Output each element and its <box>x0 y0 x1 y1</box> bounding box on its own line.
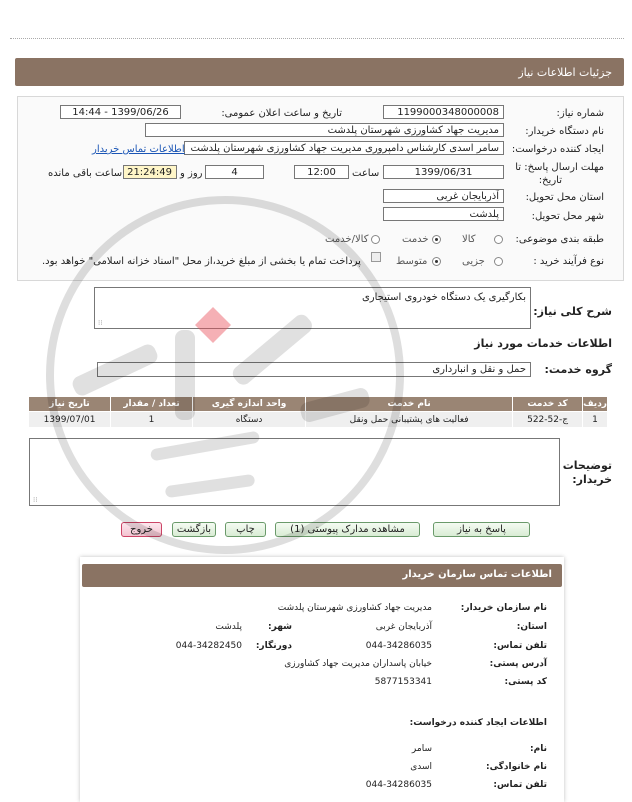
services-section-title: اطلاعات خدمات مورد نیاز <box>474 337 612 350</box>
creator-info-title: اطلاعات ایجاد کننده درخواست: <box>409 718 547 728</box>
process-label: نوع فرآیند خرید : <box>533 256 604 267</box>
cell-need-date: 1399/07/01 <box>29 412 111 428</box>
buyer-notes-label-1: توضیحات <box>562 459 612 472</box>
cell-row: 1 <box>583 412 608 428</box>
contact-card-header <box>82 564 562 587</box>
process-radio-medium[interactable] <box>432 257 441 266</box>
top-divider <box>10 38 624 39</box>
process-radio-minor[interactable] <box>494 257 503 266</box>
buyer-contact-link[interactable]: اطلاعات تماس خریدار <box>92 144 185 155</box>
service-group-field: حمل و نقل و انبارداری <box>97 362 531 377</box>
days-label: روز و <box>180 168 203 179</box>
cell-service-name: فعالیت های پشتیبانی حمل ونقل <box>306 412 513 428</box>
deadline-label: مهلت ارسال پاسخ: تا <box>515 162 604 173</box>
contact-phone-label: تلفن تماس: <box>493 641 547 651</box>
buyer-notes-label-2: خریدار: <box>572 473 612 486</box>
contact-fax-label: دورنگار: <box>255 641 292 651</box>
remaining-time-field: 21:24:49 <box>123 165 177 179</box>
attachments-button[interactable]: مشاهده مدارک پیوستی (1) <box>275 522 420 537</box>
category-option-goods: کالا <box>462 234 476 245</box>
contact-postal-value: 5877153341 <box>374 677 432 687</box>
contact-phone-value: 044-34286035 <box>365 641 432 651</box>
description-text: بکارگیری یک دستگاه خودروی استیجاری <box>361 292 526 303</box>
services-table-header <box>29 397 608 412</box>
creator-phone-value: 044-34286035 <box>365 780 432 790</box>
deadline-time-field: 12:00 <box>294 165 349 179</box>
creator-family-value: اسدی <box>410 762 432 772</box>
category-radio-goods[interactable] <box>494 235 503 244</box>
province-label: استان محل تحویل: <box>525 192 604 203</box>
deadline-time-label: ساعت <box>352 168 380 179</box>
creator-phone-label: تلفن تماس: <box>493 780 547 790</box>
creator-field: سامر اسدی کارشناس دامپروری مدیریت جهاد کشاورزی شهرستان پلدشت <box>184 141 504 155</box>
cell-unit: دستگاه <box>193 412 306 428</box>
buyer-org-field: مدیریت جهاد کشاورزی شهرستان پلدشت <box>145 123 504 137</box>
city-field: پلدشت <box>383 207 504 221</box>
contact-org-label: نام سازمان خریدار: <box>460 603 547 613</box>
contact-address-label: آدرس پستی: <box>489 659 547 669</box>
contact-card-title: اطلاعات تماس سازمان خریدار <box>402 569 552 580</box>
buyer-org-label: نام دستگاه خریدار: <box>525 126 604 137</box>
category-radio-service[interactable] <box>432 235 441 244</box>
announce-date-label: تاریخ و ساعت اعلان عمومی: <box>221 108 342 119</box>
col-quantity: تعداد / مقدار <box>111 397 193 412</box>
process-option-minor: جزیی <box>462 256 485 267</box>
creator-label: ایجاد کننده درخواست: <box>511 144 604 155</box>
creator-name-value: سامر <box>411 744 432 754</box>
province-field: آذربایجان غربی <box>383 189 504 203</box>
city-label: شهر محل تحویل: <box>531 211 604 222</box>
need-number-field: 1199000348000008 <box>383 105 504 119</box>
contact-address-value: خیابان پاسداران مدیریت جهاد کشاورزی <box>284 659 432 669</box>
back-button[interactable]: بازگشت <box>172 522 216 537</box>
col-service-name: نام خدمت <box>306 397 513 412</box>
creator-name-label: نام: <box>530 744 547 754</box>
col-row: ردیف <box>583 397 608 412</box>
contact-postal-label: کد پستی: <box>504 677 547 687</box>
page-title: جزئیات اطلاعات نیاز <box>518 66 612 79</box>
contact-fax-value: 044-34282450 <box>175 641 242 651</box>
process-option-medium: متوسط <box>396 256 428 267</box>
deadline-date-field: 1399/06/31 <box>383 165 504 179</box>
contact-province-value: آذربایجان غربی <box>375 622 432 632</box>
days-remaining-field: 4 <box>205 165 264 179</box>
cell-service-code: ج-52-522 <box>513 412 583 428</box>
contact-city-value: پلدشت <box>215 622 242 632</box>
services-table <box>28 396 608 428</box>
category-option-goods-service: کالا/خدمت <box>325 234 369 245</box>
page-header <box>15 58 624 86</box>
contact-org-value: مدیریت جهاد کشاورزی شهرستان پلدشت <box>277 603 432 613</box>
resize-grip-icon: ⁞⁞ <box>98 319 103 327</box>
treasury-payment-checkbox[interactable] <box>371 252 381 262</box>
creator-family-label: نام خانوادگی: <box>485 762 547 772</box>
service-group-label: گروه خدمت: <box>544 363 612 376</box>
category-radio-goods-service[interactable] <box>371 235 380 244</box>
description-label: شرح کلی نیاز: <box>533 305 612 318</box>
resize-grip-icon: ⁞⁞ <box>33 496 38 504</box>
description-box <box>94 287 531 329</box>
col-unit: واحد اندازه گیری <box>193 397 306 412</box>
exit-button[interactable]: خروج <box>121 522 162 537</box>
col-service-code: کد خدمت <box>513 397 583 412</box>
category-label: طبقه بندی موضوعی: <box>515 234 604 245</box>
remaining-time-label: ساعت باقی مانده <box>48 168 123 179</box>
contact-province-label: استان: <box>516 622 547 632</box>
reply-button[interactable]: پاسخ به نیاز <box>433 522 530 537</box>
announce-date-field: 1399/06/26 - 14:44 <box>60 105 181 119</box>
deadline-label-2: تاریخ: <box>538 175 562 186</box>
treasury-payment-note: پرداخت تمام یا بخشی از مبلغ خرید،از محل "اسناد خزانه اسلامی" خواهد بود. <box>42 256 361 267</box>
print-button[interactable]: چاپ <box>225 522 266 537</box>
buyer-notes-box[interactable] <box>29 438 560 506</box>
cell-quantity: 1 <box>111 412 193 428</box>
need-number-label: شماره نیاز: <box>556 108 604 119</box>
contact-city-label: شهر: <box>268 622 292 632</box>
category-option-service: خدمت <box>402 234 429 245</box>
col-need-date: تاریخ نیاز <box>29 397 111 412</box>
table-row <box>29 412 608 428</box>
